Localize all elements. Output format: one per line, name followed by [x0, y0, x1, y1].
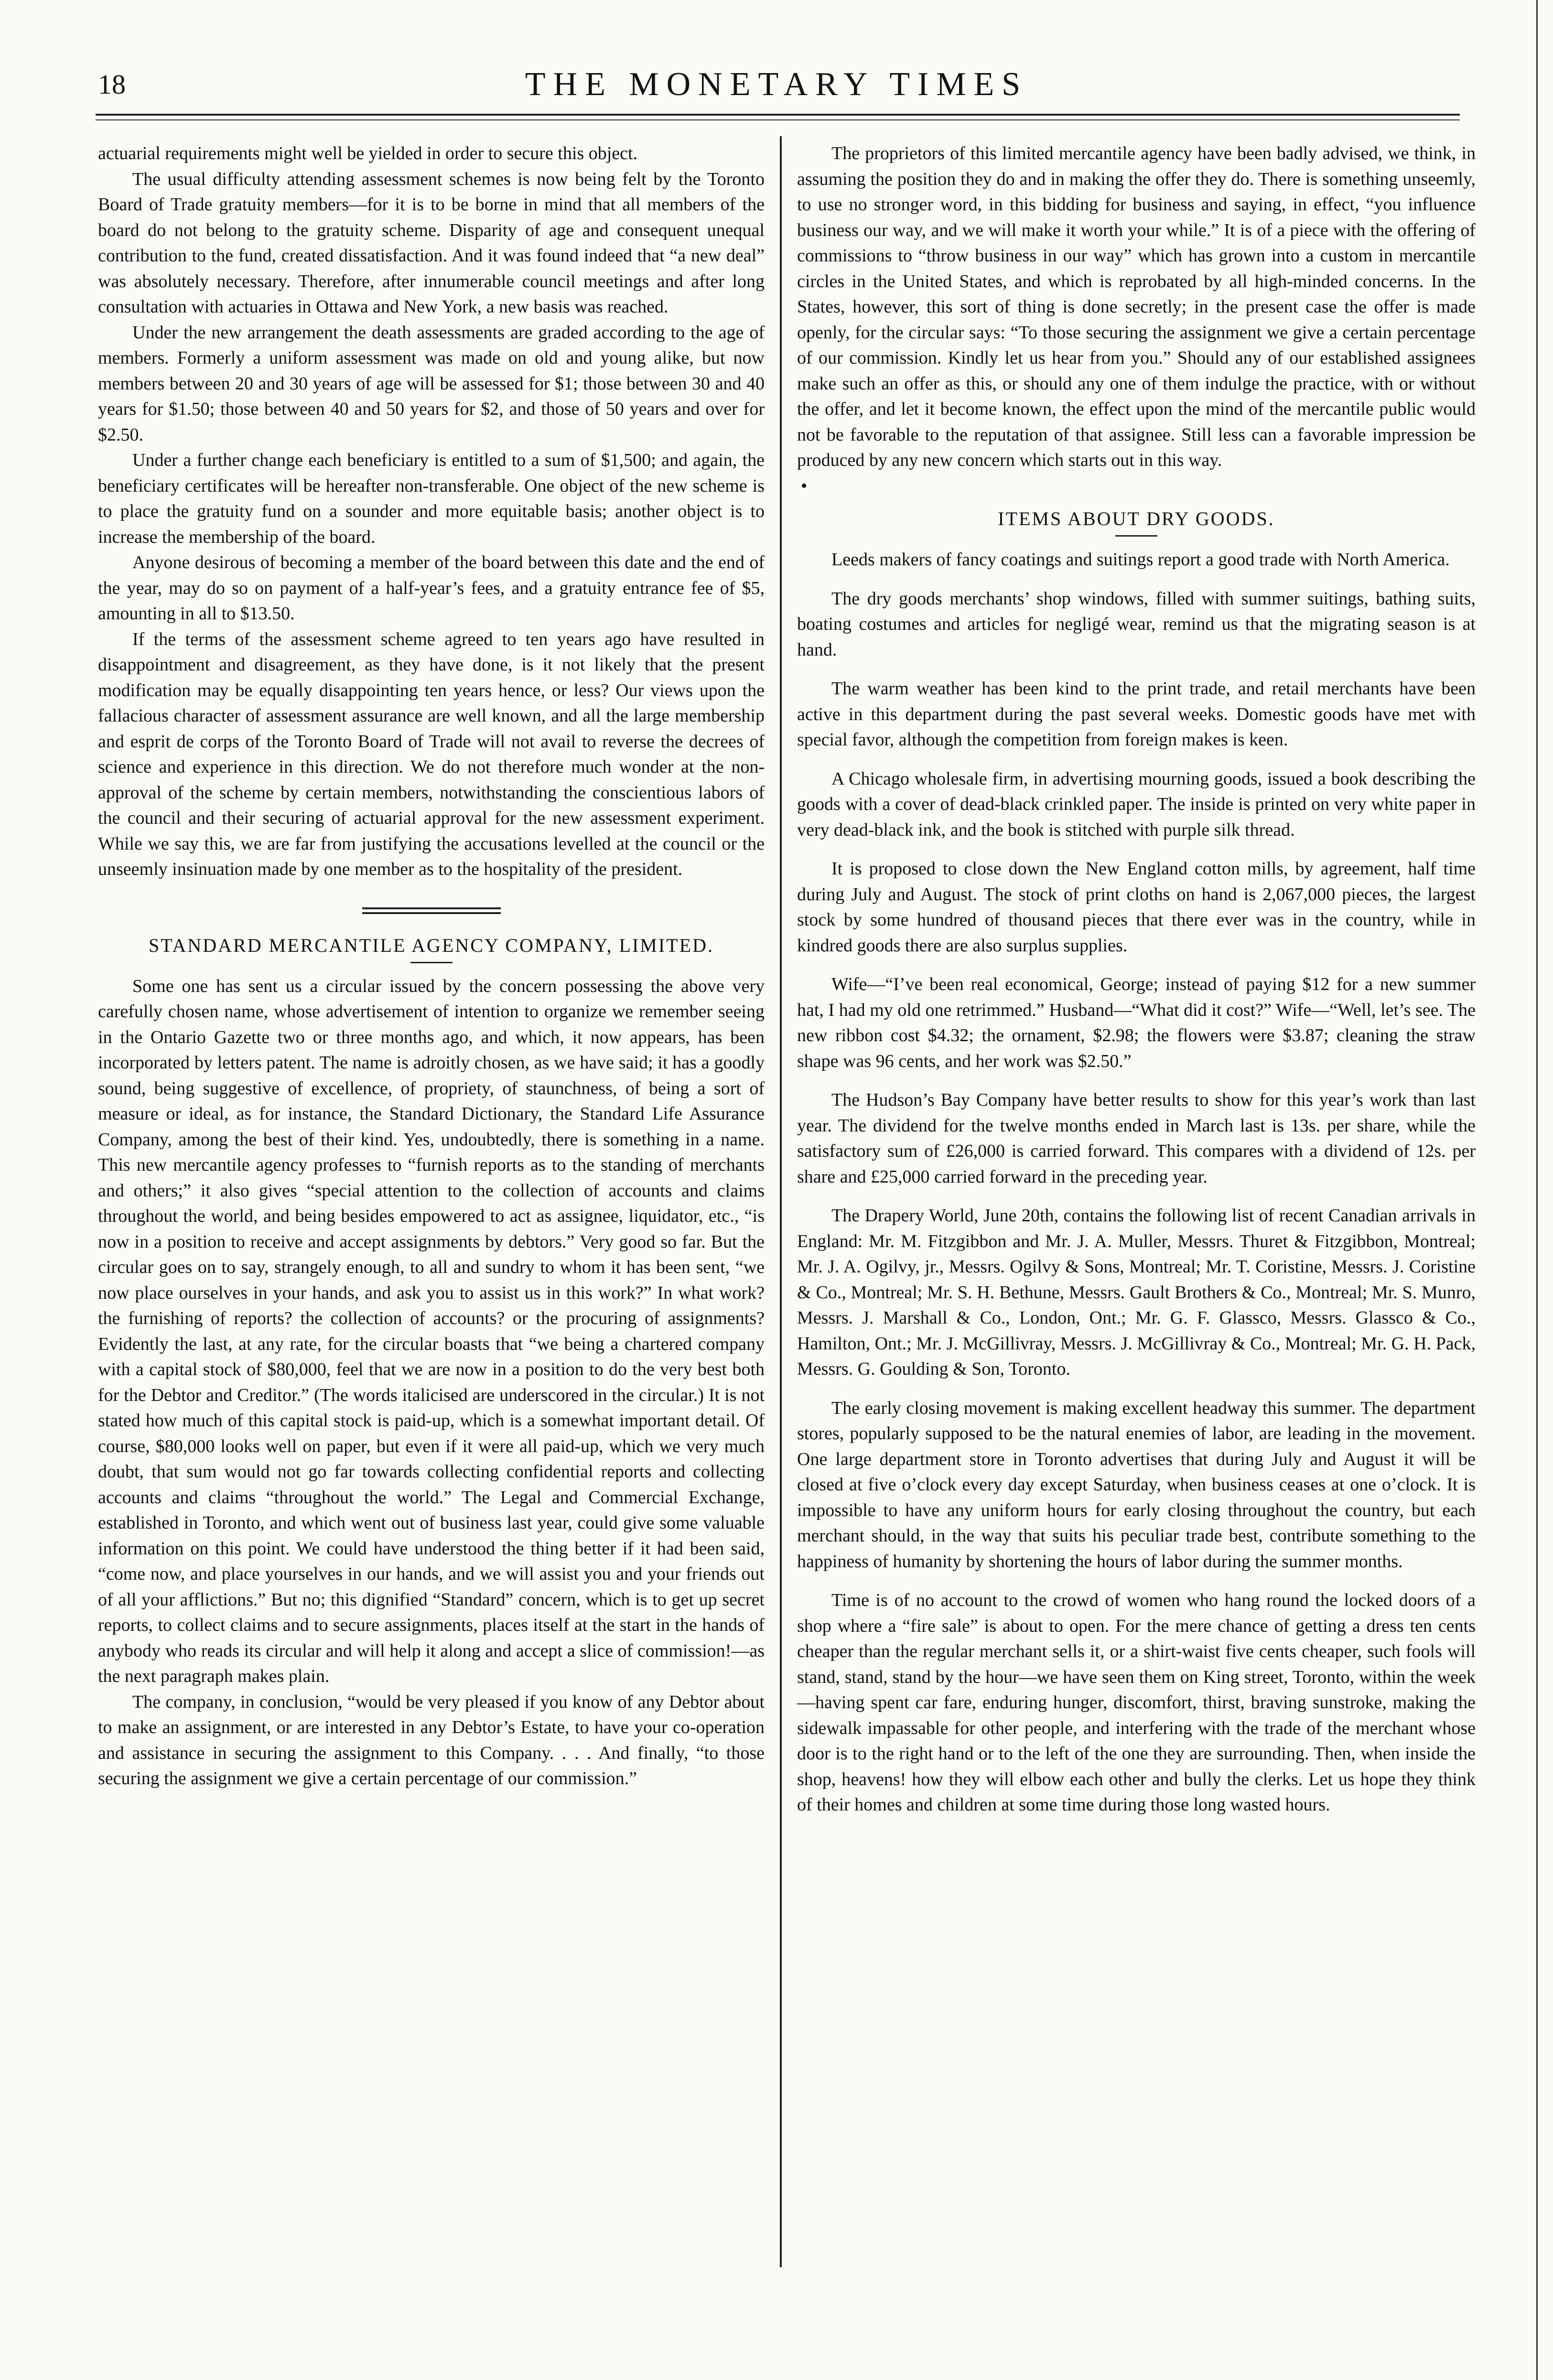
article-paragraph: The Hudson’s Bay Company have better results to show for this year’s work than last year. The dividend for the twelve months ended in March last is 13s. per share, while the satisfactory sum of £26,000 is carried forward. This compares with a dividend of 12s. per share and £25,000 carried forward in the preceding year. — [797, 1090, 1476, 1187]
article-paragraph: Anyone desirous of becoming a member of the board between this date and the end of the year, may do so on payment of a half-year’s fees, and a gratuity entrance fee of $5, amounting in all to $13.50. — [98, 552, 765, 624]
article-paragraph: It is proposed to close down the New England cotton mills, by agreement, half time during July and August. The stock of print cloths on hand is 2,067,000 pieces, the largest stock by some hundred of thousand pieces that there ever was in the country, while in kindred goods there are also surplus supplies. — [797, 859, 1476, 956]
article-paragraph: The dry goods merchants’ shop windows, filled with summer suitings, bathing suits, boating costumes and articles for negligé wear, remind us that the migrating season is at hand. — [797, 588, 1476, 660]
article-paragraph: Some one has sent us a circular issued by the concern possessing the above very carefully chosen name, whose advertisement of intention to organize we remember seeing in the Ontario Gazette two or three months ago, and which, it now appears, has been incorporated by letters patent. The name is adroitly chosen, as we have said; it has a goodly sound, being suggestive of excellence, of propriety, of staunchness, of being a sort of measure or ideal, as for instance, the Standard Dictionary, the Standard Life Assurance Company, among the best of their kind. Yes, undoubtedly, there is something in a name. This new mercantile agency professes to “furnish reports as to the standing of merchants and others;” it also gives “special attention to the collection of accounts and claims throughout the world, and being besides empowered to act as assignee, liquidator, etc., “is now in a position to receive and accept assignments by debtors.” Very good so far. But the circular goes on to say, strangely enough, to all and sundry to whom it has been sent, “we now place ourselves in your hands, and ask you to assist us in this work?” In what work? the furnishing of reports? the collection of accounts? or the procuring of assignments? Evidently the last, at any rate, for the circular boasts that “we being a chartered company with a capital stock of $80,000, feel that we are now in a position to do the very best both for the Debtor and Creditor.” (The words italicised are underscored in the circular.) It is not stated how much of this capital stock is paid-up, which is a somewhat important detail. Of course, $80,000 looks well on paper, but even if it were all paid-up, which we very much doubt, that sum would not go far towards collecting confidential reports and collecting accounts and claims “throughout the world.” The Legal and Commercial Exchange, established in Toronto, and which went out of business last year, could give some valuable information on this point. We could have understood the thing better if it had been said, “come now, and place yourselves in our hands, and we will assist you and your friends out of all your afflictions.” But no; this dignified “Standard” concern, which is to get up secret reports, to collect claims and to secure assignments, places itself at the start in the hands of anybody who reads its circular and will help it along and accept a slice of commission!—as the next paragraph makes plain. — [98, 976, 765, 1686]
article-paragraph: The company, in conclusion, “would be very pleased if you know of any Debtor about to make an assignment, or are interested in any Debtor’s Estate, to have your co-operation and assistance in securing the assignment to this Company. . . . And finally, “to those securing the assignment we give a certain percentage of our commission.” — [98, 1691, 765, 1788]
article-paragraph: The early closing movement is making excellent headway this summer. The department stores, popularly supposed to be the natural enemies of labor, are leading in the movement. One large department store in Toronto advertises that during July and August it will be closed at five o’clock every day except Saturday, when business ceases at one o’clock. It is impossible to have any uniform hours for early closing throughout the country, but each merchant should, in the way that suits his peculiar trade best, contribute something to the happiness of humanity by shortening the hours of labor during the summer months. — [797, 1398, 1476, 1572]
masthead-rule-top — [96, 114, 1460, 116]
article-paragraph: Wife—“I’ve been real economical, George; instead of paying $12 for a new summer hat, I had my old one retrimmed.” Husband—“What did it cost?” Wife—“Well, let’s see. The new ribbon cost $4.32; the ornament, $2.98; the flowers were $3.87; cleaning the straw shape was 96 cents, and her work was $2.50.” — [797, 974, 1476, 1071]
short-rule — [410, 962, 453, 963]
page-edge-line — [1536, 0, 1538, 2380]
article-paragraph: A Chicago wholesale firm, in advertising mourning goods, issued a book describing the goods with a cover of dead-black crinkled paper. The inside is printed on very white paper in very dead-black ink, and the book is stitched with purple silk thread. — [797, 768, 1476, 840]
article-paragraph: The proprietors of this limited mercantile agency have been badly advised, we think, in assuming the position they do and in making the offer they do. There is something unseemly, to use no stronger word, in this bidding for business and saying, in effect, “you influence business our way, and we will make it worth your while.” It is of a piece with the offering of commissions to “throw business in our way” which has grown into a custom in mercantile circles in the United States, and which is reprobated by all high-minded concerns. In the States, however, this sort of thing is done secretly; in the present case the offer is made openly, for the circular says: “To those securing the assignment we give a certain percentage of our commission. Kindly let us hear from you.” Should any of our established assignees make such an offer as this, or should any one of them indulge the practice, with or without the offer, and let it become known, the effect upon the mind of the mercantile public would not be favorable to the reputation of that assignee. Still less can a favorable impression be produced by any new concern which starts out in this way. — [797, 143, 1476, 470]
article-paragraph: Leeds makers of fancy coatings and suitings report a good trade with North America. — [831, 549, 1450, 570]
article-paragraph: The usual difficulty attending assessment schemes is now being felt by the Toronto Board of Trade gratuity members—for it is to be borne in mind that all members of the board do not belong to the gratuity scheme. Disparity of age and consequent unequal contribution to the fund, created dissatisfaction. And it was found indeed that “a new deal” was absolutely necessary. Therefore, after innumerable council meetings and after long consultation with actuaries in Ottawa and New York, a new basis was reached. — [98, 169, 765, 317]
article-paragraph: The warm weather has been kind to the print trade, and retail merchants have been active in this department during the past several weeks. Domestic goods have met with special favor, although the competition from foreign makes is keen. — [797, 678, 1476, 750]
column-divider — [780, 136, 782, 2267]
article-paragraph: Under the new arrangement the death assessments are graded according to the age of members. Formerly a uniform assessment was made on old and young alike, but now members between 20 and 30 years of age will be assessed for $1; those between 30 and 40 years for $1.50; those between 40 and 50 years for $2, and those of 50 years and over for $2.50. — [98, 322, 765, 445]
section-heading: ITEMS ABOUT DRY GOODS. — [998, 508, 1275, 529]
masthead-title: THE MONETARY TIMES — [525, 66, 1028, 103]
left-column — [98, 141, 765, 1792]
article-paragraph: Time is of no account to the crowd of women who hang round the locked doors of a shop where a “fire sale” is about to open. For the mere chance of getting a dress ten cents cheaper than the regular merchant sells it, or a shirt-waist five cents cheaper, such fools will stand, stand, stand by the hour—we have seen them on King street, Toronto, within the week—having spent car fare, enduring hunger, discomfort, thirst, braving sunstroke, making the sidewalk impassable for other people, and interfering with the trade of the merchant whose door is to the right hand or to the left of the one they are surrounding. Then, when inside the shop, heavens! how they will elbow each other and bully the clerks. Let us hope they think of their homes and children at some time during those long wasted hours. — [797, 1590, 1476, 1815]
article-paragraph: If the terms of the assessment scheme agreed to ten years ago have resulted in disappointment and disagreement, as they have done, is it not likely that the present modification may be equally disappointing ten years hence, or less? Our views upon the fallacious character of assessment assurance are well known, and all the large membership and esprit de corps of the Toronto Board of Trade will not avail to reverse the decrees of science and experience in this direction. We do not therefore much wonder at the non-approval of the scheme by certain members, notwithstanding the conscientious labors of the council and their securing of actuarial approval for the new assessment experiment. While we say this, we are far from justifying the accusations levelled at the council or the unseemly insinuation made by one member as to the hospitality of the president. — [98, 629, 765, 879]
article-paragraph: The Drapery World, June 20th, contains the following list of recent Canadian arrivals in England: Mr. M. Fitzgibbon and Mr. J. A. Muller, Messrs. Thuret & Fitzgibbon, Montreal; Mr. J. A. Ogilvy, jr., Messrs. Ogilvy & Sons, Montreal; Mr. T. Coristine, Messrs. J. Coristine & Co., Montreal; Mr. S. H. Bethune, Messrs. Gault Brothers & Co., Montreal; Mr. S. Munro, Messrs. J. Marshall & Co., London, Ont.; Mr. G. F. Glassco, Messrs. Glassco & Co., Hamilton, Ont.; Mr. J. McGillivray, Messrs. J. McGillivray & Co., Montreal; Mr. G. H. Pack, Messrs. G. Goulding & Son, Toronto. — [797, 1206, 1476, 1379]
article-paragraph: Under a further change each beneficiary is entitled to a sum of $1,500; and again, the beneficiary certificates will be hereafter non-transferable. One object of the new scheme is to place the gratuity fund on a sounder and more equitable basis; another object is to increase the membership of the board. — [98, 450, 765, 547]
masthead-rule-bottom — [96, 119, 1460, 120]
double-rule — [362, 907, 501, 909]
section-heading: STANDARD MERCANTILE AGENCY COMPANY, LIMITED. — [149, 934, 714, 956]
stray-mark: • — [801, 475, 808, 496]
double-rule — [362, 912, 501, 914]
right-column — [797, 141, 1476, 1818]
page-number: 18 — [98, 69, 126, 100]
short-rule — [1115, 535, 1157, 537]
article-paragraph: actuarial requirements might well be yielded in order to secure this object. — [98, 143, 638, 163]
section-divider — [98, 907, 765, 914]
